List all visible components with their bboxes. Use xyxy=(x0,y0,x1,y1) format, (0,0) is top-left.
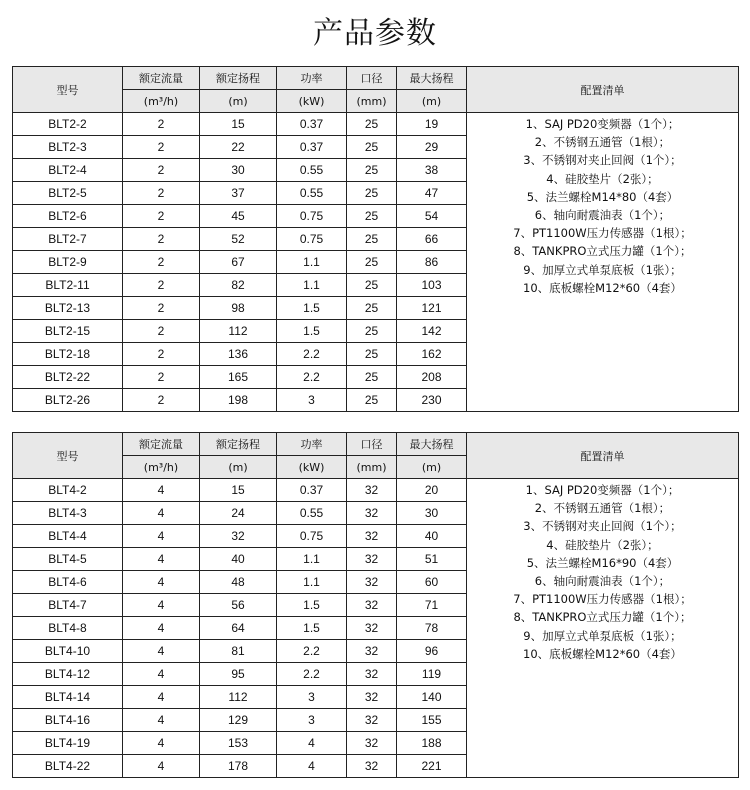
cell-power: 3 xyxy=(277,686,347,709)
cell-flow: 4 xyxy=(123,525,200,548)
cell-model: BLT2-22 xyxy=(13,366,123,389)
cell-max-head: 47 xyxy=(397,182,467,205)
cell-power: 4 xyxy=(277,755,347,778)
cell-power: 4 xyxy=(277,732,347,755)
header-max-head-unit: (m) xyxy=(397,90,467,113)
cell-bore: 32 xyxy=(347,755,397,778)
cell-flow: 2 xyxy=(123,297,200,320)
config-list xyxy=(467,479,739,778)
cell-model: BLT2-13 xyxy=(13,297,123,320)
cell-bore: 25 xyxy=(347,159,397,182)
cell-bore: 32 xyxy=(347,640,397,663)
cell-head: 198 xyxy=(200,389,277,412)
table-row xyxy=(13,113,739,136)
cell-power: 1.5 xyxy=(277,320,347,343)
cell-max-head: 119 xyxy=(397,663,467,686)
cell-flow: 4 xyxy=(123,709,200,732)
cell-max-head: 66 xyxy=(397,228,467,251)
cell-model: BLT4-6 xyxy=(13,571,123,594)
cell-flow: 4 xyxy=(123,571,200,594)
cell-model: BLT2-2 xyxy=(13,113,123,136)
cell-max-head: 230 xyxy=(397,389,467,412)
header-bore: 口径 xyxy=(347,67,397,90)
header-bore-unit: (mm) xyxy=(347,90,397,113)
config-item: 2、不锈钢五通管（1根）； xyxy=(534,135,671,150)
cell-bore: 25 xyxy=(347,113,397,136)
cell-head: 22 xyxy=(200,136,277,159)
config-item: 6、轴向耐震油表（1个）； xyxy=(534,208,671,223)
page-title: 产品参数 xyxy=(313,16,437,51)
cell-bore: 32 xyxy=(347,594,397,617)
cell-head: 15 xyxy=(200,113,277,136)
cell-bore: 32 xyxy=(347,663,397,686)
cell-max-head: 38 xyxy=(397,159,467,182)
cell-max-head: 54 xyxy=(397,205,467,228)
cell-flow: 2 xyxy=(123,182,200,205)
cell-head: 95 xyxy=(200,663,277,686)
cell-power: 3 xyxy=(277,389,347,412)
cell-max-head: 19 xyxy=(397,113,467,136)
config-item: 2、不锈钢五通管（1根）； xyxy=(534,501,671,516)
cell-head: 178 xyxy=(200,755,277,778)
header-config: 配置清单 xyxy=(467,67,739,113)
cell-bore: 32 xyxy=(347,709,397,732)
cell-head: 37 xyxy=(200,182,277,205)
header-power-unit: (kW) xyxy=(277,90,347,113)
cell-bore: 32 xyxy=(347,571,397,594)
cell-power: 1.1 xyxy=(277,274,347,297)
cell-max-head: 30 xyxy=(397,502,467,525)
cell-max-head: 71 xyxy=(397,594,467,617)
cell-bore: 32 xyxy=(347,548,397,571)
cell-max-head: 188 xyxy=(397,732,467,755)
cell-flow: 4 xyxy=(123,502,200,525)
cell-bore: 32 xyxy=(347,617,397,640)
cell-power: 3 xyxy=(277,709,347,732)
cell-head: 30 xyxy=(200,159,277,182)
cell-bore: 32 xyxy=(347,479,397,502)
cell-power: 1.5 xyxy=(277,297,347,320)
header-head-unit: (m) xyxy=(200,456,277,479)
config-item: 10、底板螺栓M12*60（4套） xyxy=(523,646,682,661)
cell-model: BLT4-12 xyxy=(13,663,123,686)
cell-head: 165 xyxy=(200,366,277,389)
cell-power: 2.2 xyxy=(277,663,347,686)
cell-max-head: 20 xyxy=(397,479,467,502)
cell-head: 45 xyxy=(200,205,277,228)
cell-bore: 32 xyxy=(347,525,397,548)
cell-max-head: 121 xyxy=(397,297,467,320)
cell-flow: 4 xyxy=(123,686,200,709)
cell-flow: 2 xyxy=(123,251,200,274)
cell-max-head: 96 xyxy=(397,640,467,663)
header-config: 配置清单 xyxy=(467,433,739,479)
config-list xyxy=(467,113,739,412)
cell-power: 1.1 xyxy=(277,571,347,594)
header-max-head: 最大扬程 xyxy=(397,433,467,456)
cell-power: 2.2 xyxy=(277,640,347,663)
cell-power: 0.75 xyxy=(277,525,347,548)
cell-head: 32 xyxy=(200,525,277,548)
cell-model: BLT4-10 xyxy=(13,640,123,663)
cell-model: BLT4-7 xyxy=(13,594,123,617)
cell-bore: 25 xyxy=(347,366,397,389)
cell-max-head: 51 xyxy=(397,548,467,571)
cell-power: 1.5 xyxy=(277,594,347,617)
config-item: 3、不锈钢对夹止回阀（1个）； xyxy=(523,153,682,168)
cell-model: BLT4-5 xyxy=(13,548,123,571)
config-item: 6、轴向耐震油表（1个）； xyxy=(534,574,671,589)
header-power: 功率 xyxy=(277,67,347,90)
config-item: 5、法兰螺栓M16*90（4套） xyxy=(526,555,679,570)
header-max-head: 最大扬程 xyxy=(397,67,467,90)
cell-head: 64 xyxy=(200,617,277,640)
cell-power: 0.37 xyxy=(277,136,347,159)
cell-flow: 2 xyxy=(123,274,200,297)
cell-flow: 2 xyxy=(123,389,200,412)
cell-flow: 4 xyxy=(123,479,200,502)
cell-max-head: 155 xyxy=(397,709,467,732)
cell-bore: 25 xyxy=(347,205,397,228)
cell-flow: 4 xyxy=(123,548,200,571)
config-item: 4、硅胶垫片（2张）； xyxy=(546,171,659,186)
cell-power: 0.55 xyxy=(277,502,347,525)
cell-bore: 32 xyxy=(347,686,397,709)
cell-max-head: 208 xyxy=(397,366,467,389)
cell-bore: 25 xyxy=(347,228,397,251)
cell-head: 67 xyxy=(200,251,277,274)
cell-flow: 2 xyxy=(123,228,200,251)
cell-model: BLT2-5 xyxy=(13,182,123,205)
cell-flow: 4 xyxy=(123,663,200,686)
cell-power: 1.5 xyxy=(277,617,347,640)
cell-bore: 25 xyxy=(347,182,397,205)
cell-head: 82 xyxy=(200,274,277,297)
header-model: 型号 xyxy=(13,433,123,479)
cell-model: BLT2-6 xyxy=(13,205,123,228)
cell-model: BLT4-19 xyxy=(13,732,123,755)
cell-head: 129 xyxy=(200,709,277,732)
cell-model: BLT2-26 xyxy=(13,389,123,412)
cell-flow: 2 xyxy=(123,320,200,343)
cell-model: BLT2-18 xyxy=(13,343,123,366)
cell-flow: 4 xyxy=(123,755,200,778)
cell-max-head: 40 xyxy=(397,525,467,548)
cell-power: 1.1 xyxy=(277,251,347,274)
cell-head: 112 xyxy=(200,686,277,709)
header-head-unit: (m) xyxy=(200,90,277,113)
cell-model: BLT2-4 xyxy=(13,159,123,182)
header-power: 功率 xyxy=(277,433,347,456)
cell-bore: 32 xyxy=(347,502,397,525)
cell-head: 24 xyxy=(200,502,277,525)
cell-head: 81 xyxy=(200,640,277,663)
cell-model: BLT4-14 xyxy=(13,686,123,709)
cell-max-head: 142 xyxy=(397,320,467,343)
cell-flow: 2 xyxy=(123,205,200,228)
cell-max-head: 162 xyxy=(397,343,467,366)
cell-head: 153 xyxy=(200,732,277,755)
header-flow: 额定流量 xyxy=(123,67,200,90)
cell-max-head: 86 xyxy=(397,251,467,274)
cell-max-head: 78 xyxy=(397,617,467,640)
header-bore-unit: (mm) xyxy=(347,456,397,479)
cell-head: 52 xyxy=(200,228,277,251)
cell-model: BLT4-8 xyxy=(13,617,123,640)
cell-power: 0.37 xyxy=(277,479,347,502)
cell-flow: 4 xyxy=(123,594,200,617)
cell-head: 98 xyxy=(200,297,277,320)
cell-head: 56 xyxy=(200,594,277,617)
config-item: 8、TANKPRO立式压力罐（1个）； xyxy=(513,244,692,259)
table-row xyxy=(13,479,739,502)
cell-flow: 2 xyxy=(123,343,200,366)
config-item: 10、底板螺栓M12*60（4套） xyxy=(523,280,682,295)
cell-model: BLT4-16 xyxy=(13,709,123,732)
config-item: 4、硅胶垫片（2张）； xyxy=(546,537,659,552)
cell-bore: 25 xyxy=(347,343,397,366)
header-head: 额定扬程 xyxy=(200,433,277,456)
header-flow: 额定流量 xyxy=(123,433,200,456)
cell-model: BLT4-3 xyxy=(13,502,123,525)
header-model: 型号 xyxy=(13,67,123,113)
config-item: 1、SAJ PD20变频器（1个）； xyxy=(525,483,680,497)
header-power-unit: (kW) xyxy=(277,456,347,479)
cell-flow: 2 xyxy=(123,366,200,389)
cell-power: 0.75 xyxy=(277,205,347,228)
cell-model: BLT4-4 xyxy=(13,525,123,548)
cell-model: BLT2-7 xyxy=(13,228,123,251)
header-max-head-unit: (m) xyxy=(397,456,467,479)
cell-flow: 4 xyxy=(123,640,200,663)
config-item: 7、PT1100W压力传感器（1根）； xyxy=(513,592,692,607)
header-bore: 口径 xyxy=(347,433,397,456)
cell-max-head: 103 xyxy=(397,274,467,297)
cell-flow: 2 xyxy=(123,136,200,159)
cell-head: 15 xyxy=(200,479,277,502)
config-item: 5、法兰螺栓M14*80（4套） xyxy=(526,189,679,204)
cell-max-head: 221 xyxy=(397,755,467,778)
cell-bore: 25 xyxy=(347,389,397,412)
cell-head: 48 xyxy=(200,571,277,594)
spec-table-blt2 xyxy=(12,66,739,412)
cell-bore: 32 xyxy=(347,732,397,755)
config-item: 3、不锈钢对夹止回阀（1个）； xyxy=(523,519,682,534)
cell-max-head: 29 xyxy=(397,136,467,159)
cell-power: 0.75 xyxy=(277,228,347,251)
cell-power: 1.1 xyxy=(277,548,347,571)
cell-power: 2.2 xyxy=(277,366,347,389)
cell-flow: 2 xyxy=(123,159,200,182)
config-item: 7、PT1100W压力传感器（1根）； xyxy=(513,226,692,241)
cell-bore: 25 xyxy=(347,251,397,274)
cell-head: 136 xyxy=(200,343,277,366)
cell-max-head: 60 xyxy=(397,571,467,594)
config-item: 9、加厚立式单泵底板（1张）； xyxy=(523,628,682,643)
cell-power: 0.55 xyxy=(277,182,347,205)
cell-flow: 4 xyxy=(123,617,200,640)
cell-max-head: 140 xyxy=(397,686,467,709)
cell-model: BLT4-2 xyxy=(13,479,123,502)
cell-power: 0.37 xyxy=(277,113,347,136)
cell-bore: 25 xyxy=(347,136,397,159)
header-head: 额定扬程 xyxy=(200,67,277,90)
cell-bore: 25 xyxy=(347,297,397,320)
header-flow-unit: (m³/h) xyxy=(123,456,200,479)
config-item: 8、TANKPRO立式压力罐（1个）； xyxy=(513,610,692,625)
spec-table-blt4 xyxy=(12,432,739,778)
cell-model: BLT2-3 xyxy=(13,136,123,159)
cell-head: 40 xyxy=(200,548,277,571)
cell-flow: 4 xyxy=(123,732,200,755)
cell-power: 2.2 xyxy=(277,343,347,366)
config-item: 9、加厚立式单泵底板（1张）； xyxy=(523,262,682,277)
config-item: 1、SAJ PD20变频器（1个）； xyxy=(525,117,680,131)
cell-bore: 25 xyxy=(347,320,397,343)
cell-bore: 25 xyxy=(347,274,397,297)
cell-flow: 2 xyxy=(123,113,200,136)
header-flow-unit: (m³/h) xyxy=(123,90,200,113)
cell-model: BLT2-11 xyxy=(13,274,123,297)
cell-model: BLT2-9 xyxy=(13,251,123,274)
cell-model: BLT2-15 xyxy=(13,320,123,343)
cell-model: BLT4-22 xyxy=(13,755,123,778)
cell-power: 0.55 xyxy=(277,159,347,182)
cell-head: 112 xyxy=(200,320,277,343)
